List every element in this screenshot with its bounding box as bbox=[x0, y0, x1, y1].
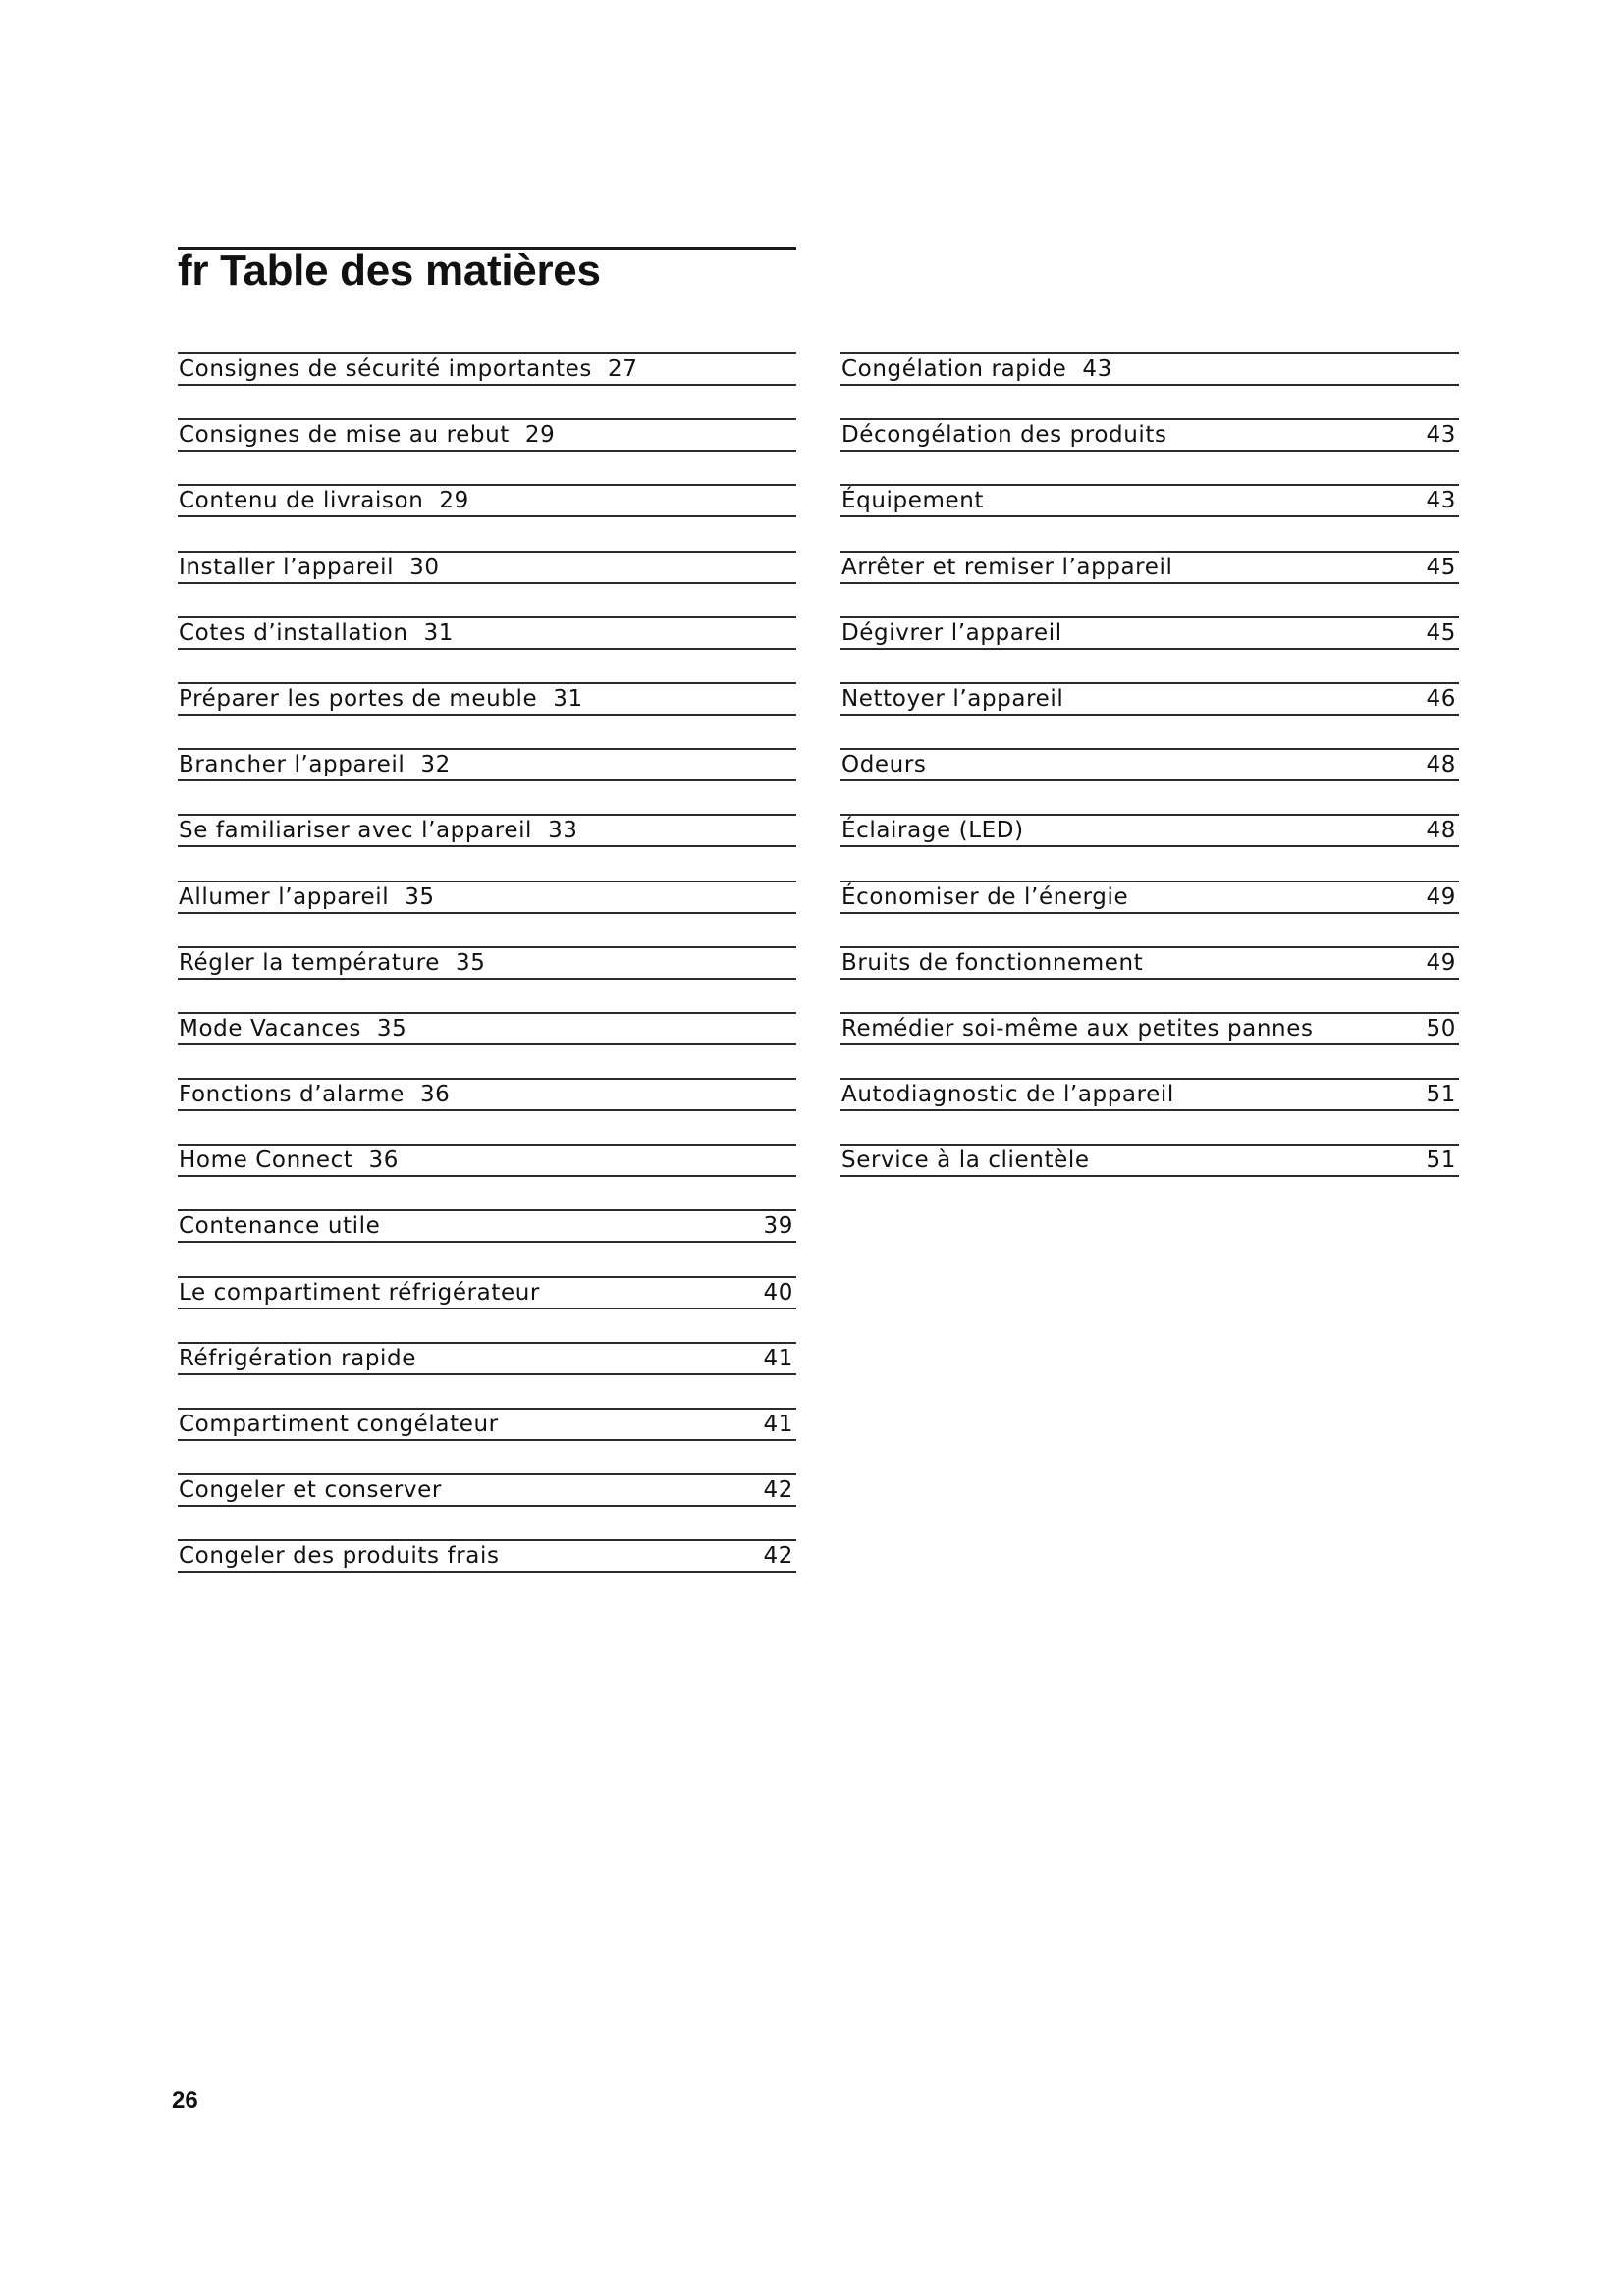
toc-entry-label: Arrêter et remiser l’appareil bbox=[841, 554, 1173, 580]
toc-entry[interactable] bbox=[178, 484, 796, 517]
page-number: 26 bbox=[172, 2087, 198, 2113]
toc-entry[interactable] bbox=[178, 682, 796, 716]
toc-entry-label: Régler la température bbox=[179, 949, 440, 976]
toc-entry-label: Équipement bbox=[841, 488, 984, 514]
toc-entry-page: 36 bbox=[419, 1082, 451, 1108]
page-title: fr Table des matières bbox=[178, 246, 601, 294]
toc-entry[interactable] bbox=[840, 682, 1459, 716]
toc-entry-page: 51 bbox=[1426, 1148, 1456, 1174]
toc-entry[interactable] bbox=[178, 418, 796, 452]
toc-entry-label: Fonctions d’alarme bbox=[179, 1082, 405, 1108]
toc-entry-label: Contenu de livraison bbox=[179, 488, 424, 514]
toc-entry[interactable] bbox=[840, 352, 1459, 386]
toc-entry-label: Odeurs bbox=[841, 752, 927, 778]
toc-entry[interactable] bbox=[178, 551, 796, 584]
toc-entry[interactable] bbox=[178, 814, 796, 847]
toc-entry-page: 40 bbox=[763, 1279, 793, 1306]
toc-entry-page: 35 bbox=[376, 1015, 407, 1041]
toc-entry[interactable] bbox=[178, 1539, 796, 1573]
toc-entry-page: 45 bbox=[1426, 619, 1456, 646]
toc-entry-label: Économiser de l’énergie bbox=[841, 883, 1129, 910]
toc-entry[interactable] bbox=[840, 1012, 1459, 1045]
toc-entry-page: 41 bbox=[763, 1412, 793, 1437]
toc-entry[interactable] bbox=[840, 551, 1459, 584]
toc-entry-label: Réfrigération rapide bbox=[179, 1345, 416, 1371]
toc-entry-page: 42 bbox=[763, 1543, 793, 1570]
toc-entry-page: 45 bbox=[1426, 554, 1456, 580]
toc-entry-page: 43 bbox=[1426, 488, 1456, 514]
toc-entry-label: Compartiment congélateur bbox=[179, 1412, 499, 1437]
toc-entry-page: 51 bbox=[1426, 1082, 1456, 1108]
toc-entry[interactable] bbox=[178, 616, 796, 650]
toc-entry-page: 29 bbox=[524, 422, 556, 449]
toc-entry-page: 36 bbox=[368, 1148, 400, 1174]
toc-entry[interactable] bbox=[840, 946, 1459, 980]
toc-entry[interactable] bbox=[840, 418, 1459, 452]
toc-entry-label: Mode Vacances bbox=[179, 1015, 361, 1041]
toc-entry-label: Contenance utile bbox=[179, 1213, 381, 1240]
toc-entry-label: Éclairage (LED) bbox=[841, 818, 1024, 844]
toc-entry-label: Service à la clientèle bbox=[841, 1148, 1090, 1174]
toc-entry-label: Consignes de sécurité importantes bbox=[179, 356, 593, 382]
toc-entry[interactable] bbox=[178, 352, 796, 386]
toc-entry[interactable] bbox=[840, 814, 1459, 847]
toc-entry-page: 41 bbox=[763, 1345, 793, 1371]
toc-entry-label: Brancher l’appareil bbox=[179, 752, 406, 778]
toc-entry[interactable] bbox=[178, 1342, 796, 1375]
toc-entry[interactable] bbox=[840, 484, 1459, 517]
toc-column-left bbox=[178, 352, 796, 1606]
toc-entry-page: 27 bbox=[608, 356, 638, 382]
toc-entry-label: Bruits de fonctionnement bbox=[841, 949, 1144, 976]
toc-entry-label: Congeler des produits frais bbox=[179, 1543, 500, 1570]
toc-entry[interactable] bbox=[840, 616, 1459, 650]
toc-entry-page: 31 bbox=[553, 685, 583, 712]
toc-entry-page: 35 bbox=[455, 949, 486, 976]
toc-entry[interactable] bbox=[178, 1078, 796, 1111]
toc-entry-label: Cotes d’installation bbox=[179, 619, 408, 646]
toc-entry-label: Consignes de mise au rebut bbox=[179, 422, 510, 449]
toc-entry[interactable] bbox=[178, 1473, 796, 1507]
toc-entry[interactable] bbox=[178, 946, 796, 980]
toc-entry-page: 43 bbox=[1082, 356, 1112, 382]
toc-entry-page: 49 bbox=[1426, 949, 1456, 976]
toc-entry-label: Home Connect bbox=[179, 1148, 353, 1174]
toc-entry-label: Congeler et conserver bbox=[179, 1477, 442, 1504]
toc-entry[interactable] bbox=[840, 748, 1459, 781]
toc-entry-page: 50 bbox=[1426, 1015, 1456, 1041]
toc-entry-label: Remédier soi-même aux petites pannes bbox=[841, 1015, 1314, 1041]
toc-entry-label: Dégivrer l’appareil bbox=[841, 619, 1062, 646]
toc-entry-page: 31 bbox=[423, 619, 454, 646]
toc-entry-page: 48 bbox=[1426, 818, 1456, 844]
toc-entry[interactable] bbox=[178, 881, 796, 914]
toc-entry[interactable] bbox=[178, 1276, 796, 1309]
toc-entry[interactable] bbox=[840, 881, 1459, 914]
toc-entry-page: 30 bbox=[409, 554, 440, 580]
toc-entry-label: Allumer l’appareil bbox=[179, 883, 390, 910]
toc-entry-page: 43 bbox=[1426, 422, 1456, 449]
toc-entry[interactable] bbox=[840, 1144, 1459, 1177]
toc-entry-page: 33 bbox=[548, 818, 578, 844]
toc-entry-page: 46 bbox=[1426, 685, 1456, 712]
toc-entry-label: Le compartiment réfrigérateur bbox=[179, 1279, 540, 1306]
toc-entry[interactable] bbox=[178, 748, 796, 781]
toc-entry-page: 39 bbox=[763, 1213, 793, 1240]
toc-entry-page: 29 bbox=[439, 488, 469, 514]
toc-column-right bbox=[840, 352, 1459, 1209]
toc-entry[interactable] bbox=[840, 1078, 1459, 1111]
toc-entry-page: 48 bbox=[1426, 752, 1456, 778]
toc-entry-label: Décongélation des produits bbox=[841, 422, 1167, 449]
toc-entry[interactable] bbox=[178, 1144, 796, 1177]
toc-entry-page: 42 bbox=[763, 1477, 793, 1504]
toc-entry-page: 32 bbox=[420, 752, 451, 778]
toc-entry[interactable] bbox=[178, 1012, 796, 1045]
toc-entry-label: Préparer les portes de meuble bbox=[179, 685, 538, 712]
toc-entry-page: 35 bbox=[405, 883, 435, 910]
toc-entry[interactable] bbox=[178, 1209, 796, 1243]
toc-entry-label: Installer l’appareil bbox=[179, 554, 395, 580]
toc-entry-label: Se familiariser avec l’appareil bbox=[179, 818, 533, 844]
toc-entry-label: Nettoyer l’appareil bbox=[841, 685, 1064, 712]
toc-entry[interactable] bbox=[178, 1408, 796, 1441]
toc-entry-label: Autodiagnostic de l’appareil bbox=[841, 1082, 1174, 1108]
toc-entry-page: 49 bbox=[1426, 883, 1456, 910]
toc-entry-label: Congélation rapide bbox=[841, 356, 1067, 382]
